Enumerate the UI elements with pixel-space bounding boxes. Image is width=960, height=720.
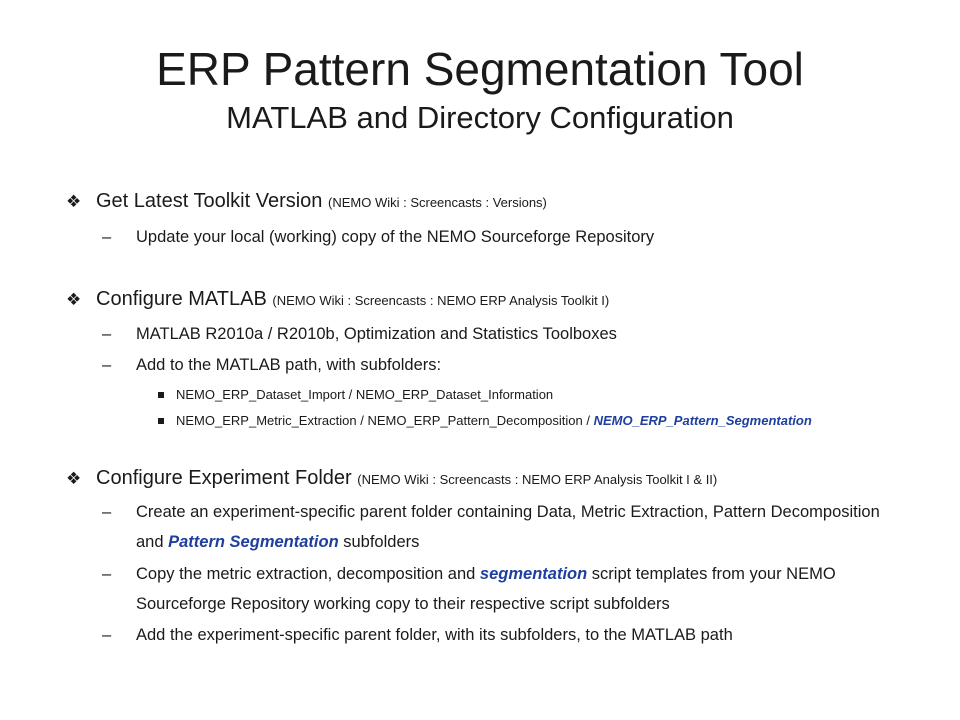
bullet-note: (NEMO Wiki : Screencasts : Versions) xyxy=(328,195,547,210)
slide-subtitle: MATLAB and Directory Configuration xyxy=(226,100,734,135)
sub-item-text: NEMO_ERP_Metric_Extraction / NEMO_ERP_Pattern_Decomposition / xyxy=(176,413,594,428)
bullet-configure-matlab xyxy=(66,286,936,314)
dash-text: Add to the MATLAB path, with subfolders: xyxy=(136,356,442,374)
dash-icon: – xyxy=(102,356,112,374)
bullet-configure-folder xyxy=(66,465,936,493)
sub-item-text: NEMO_ERP_Dataset_Import / NEMO_ERP_Dataset_Information xyxy=(176,387,554,402)
dash-icon: – xyxy=(102,325,112,343)
sub-item-emphasis: NEMO_ERP_Pattern_Segmentation xyxy=(593,413,812,428)
bullet-text: Get Latest Toolkit Version xyxy=(96,190,323,212)
dash-item xyxy=(102,620,902,650)
dash-icon: – xyxy=(102,228,112,246)
dash-text-part: Create an experiment-specific parent folder containing Data, Metric Extraction, Pattern Decomposition and xyxy=(136,503,880,551)
sub-item xyxy=(158,412,948,430)
square-bullet-icon xyxy=(158,392,164,398)
dash-text: Add the experiment-specific parent folder, with its subfolders, to the MATLAB path xyxy=(136,626,733,644)
bullet-text: Configure Experiment Folder xyxy=(96,467,352,489)
dash-text: Update your local (working) copy of the NEMO Sourceforge Repository xyxy=(136,228,655,246)
dash-icon: – xyxy=(102,626,112,644)
bullet-latest-version xyxy=(66,188,936,216)
dash-item xyxy=(102,222,902,252)
dash-item xyxy=(102,559,902,619)
dash-emphasis: segmentation xyxy=(479,565,588,583)
sub-item xyxy=(158,386,948,404)
bullet-note: (NEMO Wiki : Screencasts : NEMO ERP Analysis Toolkit I) xyxy=(272,293,610,308)
dash-item xyxy=(102,350,902,380)
dash-icon: – xyxy=(102,565,112,583)
dash-item xyxy=(102,497,902,557)
dash-text xyxy=(136,559,902,619)
diamond-bullet-icon: ❖ xyxy=(66,469,82,488)
dash-item xyxy=(102,319,902,349)
bullet-text: Configure MATLAB xyxy=(96,288,267,310)
dash-text-part: Copy the metric extraction, decomposition and xyxy=(136,565,480,583)
dash-text-part: subfolders xyxy=(338,533,420,551)
dash-text xyxy=(136,497,902,557)
dash-text: MATLAB R2010a / R2010b, Optimization and Statistics Toolboxes xyxy=(136,325,617,343)
title-block xyxy=(0,42,960,138)
slide-title: ERP Pattern Segmentation Tool xyxy=(156,43,804,95)
dash-emphasis: Pattern Segmentation xyxy=(168,533,339,551)
diamond-bullet-icon: ❖ xyxy=(66,192,82,211)
diamond-bullet-icon: ❖ xyxy=(66,290,82,309)
square-bullet-icon xyxy=(158,418,164,424)
dash-text-part: script templates from your NEMO Sourceforge Repository working copy to their respective script subfolders xyxy=(136,565,836,613)
bullet-note: (NEMO Wiki : Screencasts : NEMO ERP Analysis Toolkit I & II) xyxy=(357,472,718,487)
dash-icon: – xyxy=(102,503,112,521)
